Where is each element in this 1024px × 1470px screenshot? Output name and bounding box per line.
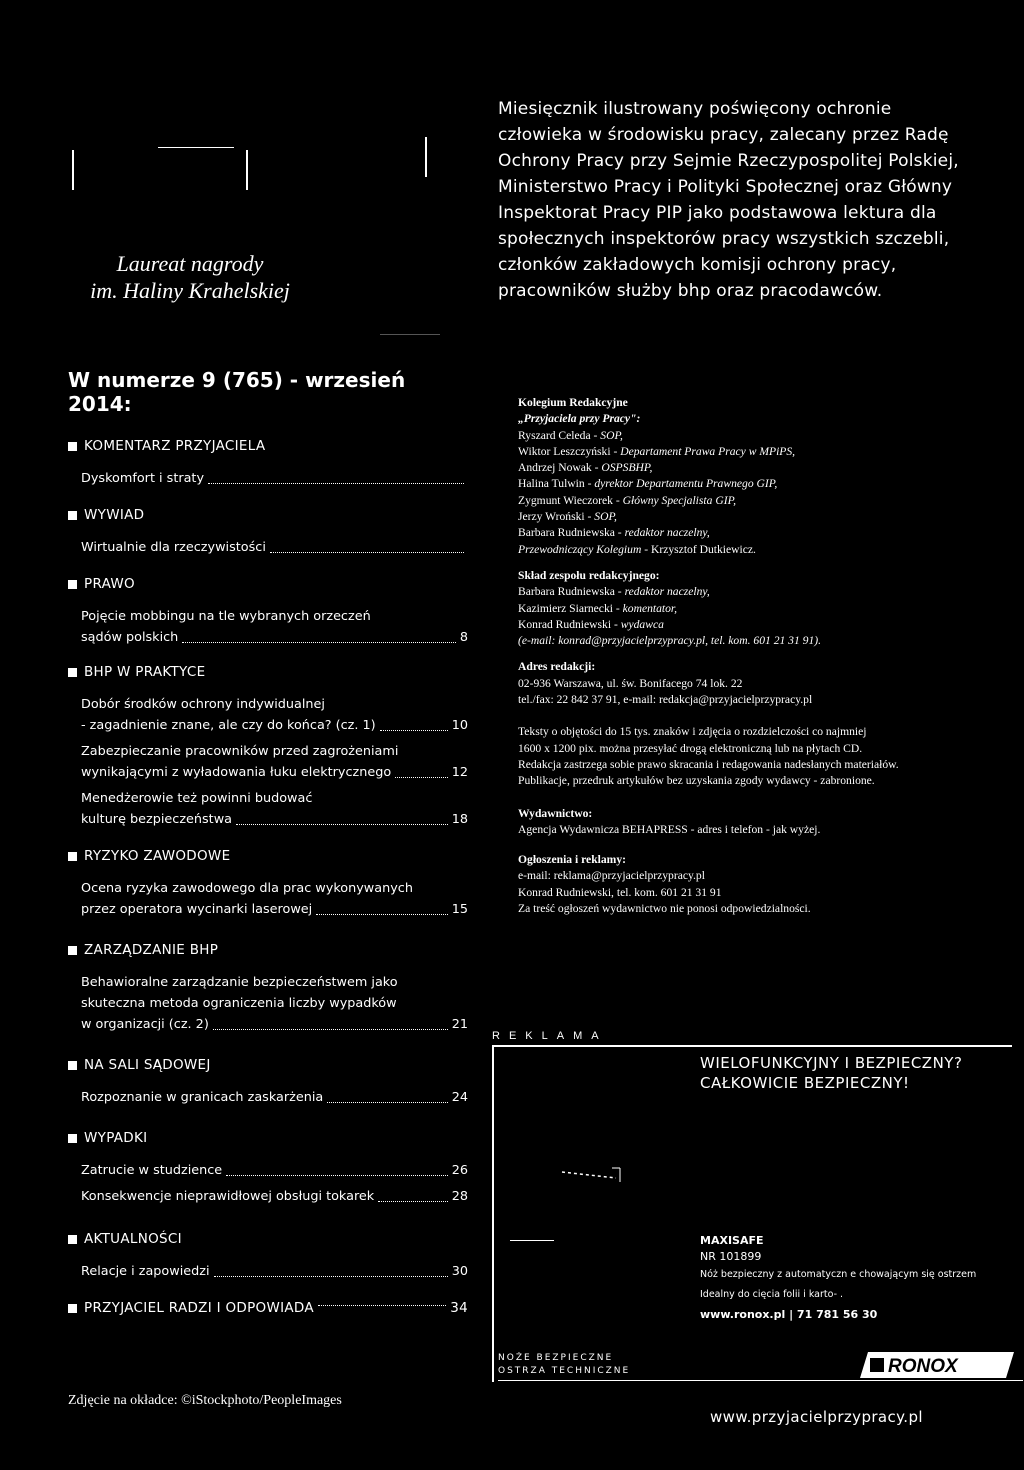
toc-heading-text: ZARZĄDZANIE BHP (84, 942, 219, 958)
toc-section-heading (68, 664, 468, 680)
leader-dots (270, 552, 464, 553)
toc-entry[interactable] (68, 694, 468, 736)
toc-entry-last-line (81, 809, 468, 830)
toc-entry-text: Zatrucie w studzience (81, 1163, 223, 1178)
toc-entry-line: Zabezpieczanie pracowników przed zagrożeniami (81, 744, 399, 759)
logo-fragment (246, 150, 248, 190)
toc-entry-text: Wirtualnie dla rzeczywistości (81, 540, 266, 555)
divider (380, 334, 440, 335)
knife-sketch-line (510, 1240, 554, 1241)
toc-section (68, 1130, 468, 1207)
toc-heading-text: WYPADKI (84, 1130, 148, 1146)
toc-heading-text: KOMENTARZ PRZYJACIELA (84, 438, 266, 454)
person-row (518, 525, 988, 541)
toc-section (68, 438, 468, 489)
bullet-square-icon (68, 852, 77, 861)
adres-title: Adres redakcji: (518, 660, 596, 674)
toc-entry[interactable] (68, 741, 468, 783)
bullet-square-icon (68, 1304, 77, 1313)
logo-fragment (72, 150, 74, 190)
kolegium-list (518, 428, 988, 542)
person-row (518, 584, 988, 600)
toc-entry[interactable] (68, 468, 468, 489)
toc-section (68, 848, 468, 920)
toc-entry-text: Dyskomfort i straty (81, 471, 205, 486)
ogloszenia-line: Konrad Rudniewski, tel. kom. 601 21 31 91 (518, 885, 722, 899)
person-name: Zygmunt Wieczorek - (518, 493, 623, 507)
ad-top-rule (492, 1045, 1012, 1047)
ad-title (700, 1053, 962, 1093)
toc-page-number: 15 (451, 902, 468, 917)
toc-entry[interactable] (68, 788, 468, 830)
kolegium-chair (518, 542, 988, 558)
leader-dots (182, 642, 456, 643)
ad-title-line: CAŁKOWICIE BEZPIECZNY! (700, 1074, 910, 1092)
leader-dots (236, 824, 448, 825)
toc-entry-last-line (81, 468, 468, 489)
toc-entry-line: skuteczna metoda ograniczenia liczby wypadków (81, 996, 397, 1011)
ogloszenia-line: Za treść ogłoszeń wydawnictwo nie ponosi odpowiedzialności. (518, 902, 811, 916)
ogloszenia-list (518, 868, 988, 917)
sklad-block (518, 568, 988, 649)
person-name: Konrad Rudniewski - (518, 617, 621, 631)
toc-entry-text: Konsekwencje nieprawidłowej obsługi tokarek (81, 1189, 375, 1204)
person-role: dyrektor Departamentu Prawnego GIP, (594, 477, 778, 491)
toc-heading-text: PRAWO (84, 576, 135, 592)
chair-name: Krzysztof Dutkiewicz. (650, 542, 756, 556)
person-role: Główny Specjalista GIP, (622, 493, 737, 507)
person-name: Barbara Rudniewska - (518, 585, 625, 599)
kolegium-title: Kolegium Redakcyjne (518, 396, 628, 409)
person-role: komentator, (622, 601, 678, 615)
leader-dots (327, 1102, 447, 1103)
person-name: Ryszard Celeda - (518, 428, 601, 442)
logo-fragment (158, 147, 234, 148)
leader-dots (318, 1305, 446, 1306)
toc-entry-last-line (81, 1087, 468, 1108)
toc-heading-text: RYZYKO ZAWODOWE (84, 848, 231, 864)
toc-entry[interactable] (68, 1186, 468, 1207)
editorial-info (518, 395, 988, 927)
toc-page-number: 10 (451, 718, 468, 733)
toc-entry-last-line (81, 1160, 468, 1181)
toc-page-number: 24 (451, 1090, 468, 1105)
toc-entry[interactable] (68, 1160, 468, 1181)
ad-bottom-rule (498, 1380, 1023, 1381)
intro-paragraph: Miesięcznik ilustrowany poświęcony ochronie człowieka w środowisku pracy, zalecany przez Radę Ochrony Pracy przy Sejmie Rzeczypospolitej Polskiej, Ministerstwo Pracy i Polityki Społecznej oraz Główny Inspektorat Pracy PIP jako podstawowa lektura dla społecznych inspektorów pracy wszystkich szczebli, członków zakładowych komisji ochrony pracy, pracowników służby bhp oraz pracodawców. (498, 99, 959, 301)
toc-entry-last-line (81, 537, 468, 558)
toc-page-number: 30 (451, 1264, 468, 1279)
person-role: OSPSBHP, (601, 461, 653, 475)
toc-entry-line: Menedżerowie też powinni budować (81, 791, 313, 806)
leader-dots (395, 777, 448, 778)
person-role: redaktor naczelny, (624, 585, 710, 599)
notes-block (518, 724, 988, 789)
person-row (518, 460, 988, 476)
product-number: NR 101899 (700, 1250, 762, 1263)
toc-section-heading (68, 1231, 468, 1247)
toc-entry-text: wynikającymi z wyładowania łuku elektrycznego (81, 765, 392, 780)
bullet-square-icon (68, 946, 77, 955)
award-text (60, 250, 320, 304)
toc-entry-line: Behawioralne zarządzanie bezpieczeństwem jako (81, 975, 398, 990)
toc-section (68, 942, 468, 1035)
toc-entry-last-line (81, 1186, 468, 1207)
toc-entry-text: sądów polskich (81, 630, 179, 645)
toc-entry-last-line (81, 715, 468, 736)
person-row (518, 428, 988, 444)
toc-section (68, 576, 468, 648)
person-row (518, 509, 988, 525)
note-line: 1600 x 1200 pix. można przesyłać drogą elektroniczną lub na płytach CD. (518, 741, 863, 755)
bullet-square-icon (68, 668, 77, 677)
person-role: redaktor naczelny, (624, 526, 710, 540)
bullet-square-icon (68, 1235, 77, 1244)
person-row (518, 476, 988, 492)
toc-section-heading (68, 507, 468, 523)
ronox-logo-text: RONOX (888, 1356, 958, 1377)
person-name: Jerzy Wroński - (518, 510, 595, 524)
toc-section-heading (68, 1057, 468, 1073)
product-details (700, 1233, 976, 1323)
wydawnictwo-title: Wydawnictwo: (518, 806, 593, 820)
ronox-logo (856, 1350, 1016, 1380)
toc-entry-text: kulturę bezpieczeństwa (81, 812, 233, 827)
bullet-square-icon (68, 1061, 77, 1070)
person-row (518, 493, 988, 509)
wydawnictwo-text: Agencja Wydawnicza BEHAPRESS - adres i telefon - jak wyżej. (518, 822, 821, 836)
ogloszenia-line: e-mail: reklama@przyjacielprzypracy.pl (518, 869, 705, 883)
knives-line: NOŻE BEZPIECZNE (498, 1353, 614, 1363)
ogloszenia-block (518, 852, 988, 917)
toc-page-number: 18 (451, 812, 468, 827)
sklad-title: Skład zespołu redakcyjnego: (518, 568, 660, 582)
toc-section-heading (68, 576, 468, 592)
toc-section (68, 1057, 468, 1108)
ad-title-line: WIELOFUNKCYJNY I BEZPIECZNY? (700, 1054, 963, 1072)
toc-entry-text: przez operatora wycinarki laserowej (81, 902, 313, 917)
person-name: Kazimierz Siarnecki - (518, 601, 623, 615)
toc-page-number: 34 (450, 1300, 468, 1316)
toc-entry-last-line (81, 1014, 468, 1035)
product-name: MAXISAFE (700, 1234, 764, 1247)
toc-entry[interactable] (68, 537, 468, 558)
leader-dots (208, 483, 464, 484)
bullet-square-icon (68, 580, 77, 589)
ad-label: REKLAMA (492, 1030, 608, 1042)
toc-entry-last-line (81, 627, 468, 648)
toc-entry-text: Rozpoznanie w granicach zaskarżenia (81, 1090, 324, 1105)
bullet-square-icon (68, 1134, 77, 1143)
toc-entry[interactable] (68, 1087, 468, 1108)
toc-section-heading (68, 1300, 468, 1316)
toc-page-number: 26 (451, 1163, 468, 1178)
toc-heading-text: NA SALI SĄDOWEJ (84, 1057, 211, 1073)
toc-heading-text: BHP W PRAKTYCE (84, 664, 206, 680)
toc-entry-text: w organizacji (cz. 2) (81, 1017, 209, 1032)
toc-entry-last-line (81, 762, 468, 783)
adres-block (518, 659, 988, 708)
chair-label: Przewodniczący Kolegium - (518, 542, 651, 556)
toc-entry-text: Relacje i zapowiedzi (81, 1264, 210, 1279)
toc-title: W numerze 9 (765) - wrzesień 2014: (68, 368, 406, 416)
bullet-square-icon (68, 511, 77, 520)
toc-section (68, 1300, 468, 1316)
leader-dots (316, 914, 447, 915)
person-name: Barbara Rudniewska - (518, 526, 625, 540)
person-row (518, 617, 988, 633)
toc-entry[interactable] (68, 878, 468, 920)
toc-section-heading (68, 438, 468, 454)
leader-dots (213, 1029, 448, 1030)
toc-heading-text: AKTUALNOŚCI (84, 1231, 182, 1247)
toc-sections (68, 438, 468, 1316)
person-name: Andrzej Nowak - (518, 461, 602, 475)
logo-fragment (425, 137, 427, 177)
photo-credit: Zdjęcie na okładce: ©iStockphoto/PeopleImages (68, 1393, 342, 1408)
toc-section (68, 664, 468, 830)
knives-caption (498, 1352, 630, 1378)
toc-page-number: 21 (451, 1017, 468, 1032)
toc-heading-text: WYWIAD (84, 507, 145, 523)
ogloszenia-title: Ogłoszenia i reklamy: (518, 853, 626, 867)
person-row (518, 444, 988, 460)
toc-page-number: 12 (451, 765, 468, 780)
toc-entry-text: - zagadnienie znane, ale czy do końca? (cz. 1) (81, 718, 376, 733)
note-line: Teksty o objętości do 15 tys. znaków i zdjęcia o rozdzielczości co najmniej (518, 725, 867, 739)
toc-page-number: 8 (459, 630, 468, 645)
leader-dots (214, 1276, 448, 1277)
toc-section-heading (68, 942, 468, 958)
product-desc: Nóż bezpieczny z automatyczn e chowającym się ostrzem (700, 1269, 977, 1280)
knife-sketch-icon (560, 1160, 640, 1190)
award-line: im. Haliny Krahelskiej (90, 278, 290, 303)
note-line: Publikacje, przedruk artykułów bez uzyskania zgody wydawcy - zabronione. (518, 774, 875, 788)
toc-entry-last-line (81, 899, 468, 920)
kolegium-subtitle: „Przyjaciela przy Pracy": (518, 412, 641, 426)
toc-entry-last-line (81, 1261, 468, 1282)
website-url[interactable]: www.przyjacielprzypracy.pl (710, 1408, 923, 1426)
toc-section-heading (68, 848, 468, 864)
ad-left-rule (492, 1047, 494, 1382)
toc-entry-line: Ocena ryzyka zawodowego dla prac wykonywanych (81, 881, 413, 896)
bullet-square-icon (68, 442, 77, 451)
knives-line: OSTRZA TECHNICZNE (498, 1366, 631, 1376)
toc-section (68, 1231, 468, 1282)
person-row (518, 601, 988, 617)
leader-dots (380, 730, 448, 731)
table-of-contents (68, 368, 468, 1330)
sklad-list (518, 584, 988, 633)
product-contact: www.ronox.pl | 71 781 56 30 (700, 1308, 878, 1321)
sklad-email: (e-mail: konrad@przyjacielprzypracy.pl, tel. kom. 601 21 31 91). (518, 634, 822, 648)
product-desc: Idealny do cięcia folii i karto- . (700, 1289, 844, 1300)
kolegium-block (518, 395, 988, 558)
adres-line: 02-936 Warszawa, ul. św. Bonifacego 74 lok. 22 (518, 676, 743, 690)
wydawnictwo-block (518, 806, 988, 839)
person-role: Departament Prawa Pracy w MPiPS, (620, 444, 796, 458)
person-name: Wiktor Leszczyński - (518, 444, 621, 458)
toc-page-number: 28 (451, 1189, 468, 1204)
toc-entry-line: Dobór środków ochrony indywidualnej (81, 697, 325, 712)
person-role: wydawca (620, 617, 664, 631)
toc-entry[interactable] (68, 1261, 468, 1282)
leader-dots (226, 1175, 448, 1176)
person-role: SOP, (600, 428, 623, 442)
person-role: SOP, (594, 510, 617, 524)
toc-section-heading (68, 1130, 468, 1146)
toc-section (68, 507, 468, 558)
award-line: Laureat nagrody (116, 251, 264, 276)
toc-entry-line: Pojęcie mobbingu na tle wybranych orzeczeń (81, 609, 371, 624)
toc-entry[interactable] (68, 606, 468, 648)
person-name: Halina Tulwin - (518, 477, 595, 491)
adres-line: tel./fax: 22 842 37 91, e-mail: redakcja@przyjacielprzypracy.pl (518, 693, 813, 707)
toc-entry[interactable] (68, 972, 468, 1035)
note-line: Redakcja zastrzega sobie prawo skracania i redagowania nadesłanych materiałów. (518, 757, 899, 771)
leader-dots (378, 1201, 447, 1202)
toc-heading-text: PRZYJACIEL RADZI I ODPOWIADA (84, 1300, 314, 1316)
